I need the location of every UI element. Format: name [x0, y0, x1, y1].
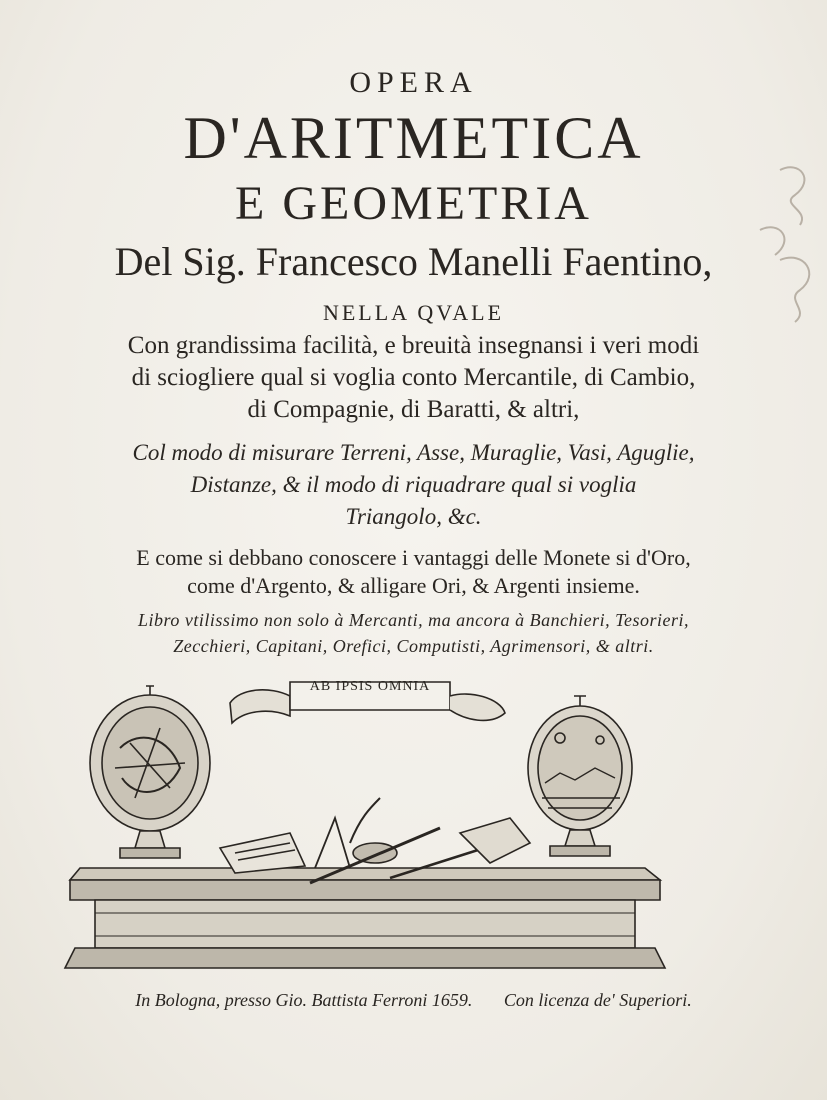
woodcut-illustration: [60, 668, 670, 983]
title-aritmetica: D'ARITMETICA: [183, 105, 644, 171]
money-line-1: E come si debbano conoscere i vantaggi delle Monete si d'Oro,: [136, 545, 691, 570]
imprint: [40, 990, 787, 1011]
italic-line-1: Col modo di misurare Terreni, Asse, Muraglie, Vasi, Aguglie,: [132, 440, 695, 465]
audience-line-1: Libro vtilissimo non solo à Mercanti, ma ancora à Banchieri, Tesorieri,: [138, 610, 689, 630]
money-line-2: come d'Argento, & alligare Ori, & Argenti insieme.: [187, 573, 640, 598]
motto-banner: AB IPSIS OMNIA: [309, 679, 431, 694]
description-line-2: di sciogliere qual si voglia conto Mercantile, di Cambio,: [131, 364, 696, 391]
description-line-1: Con grandissima facilità, e breuità insegnansi i veri modi: [127, 332, 700, 359]
title-geometria: E GEOMETRIA: [235, 177, 592, 230]
italic-line-3: Triangolo, &c.: [345, 504, 482, 529]
imprint-publisher: In Bologna, presso Gio. Battista Ferroni 1659.: [135, 990, 473, 1010]
author-line: Del Sig. Francesco Manelli Faentino,: [114, 239, 713, 284]
subtitle: NELLA QVALE: [322, 300, 505, 325]
title-opera: OPERA: [349, 66, 478, 99]
italic-line-2: Distanze, & il modo di riquadrare qual si voglia: [190, 472, 637, 497]
audience-line-2: Zecchieri, Capitani, Orefici, Computisti, Agrimensori, & altri.: [173, 636, 654, 656]
imprint-license: Con licenza de' Superiori.: [503, 990, 692, 1010]
description-line-3: di Compagnie, di Baratti, & altri,: [247, 396, 580, 423]
